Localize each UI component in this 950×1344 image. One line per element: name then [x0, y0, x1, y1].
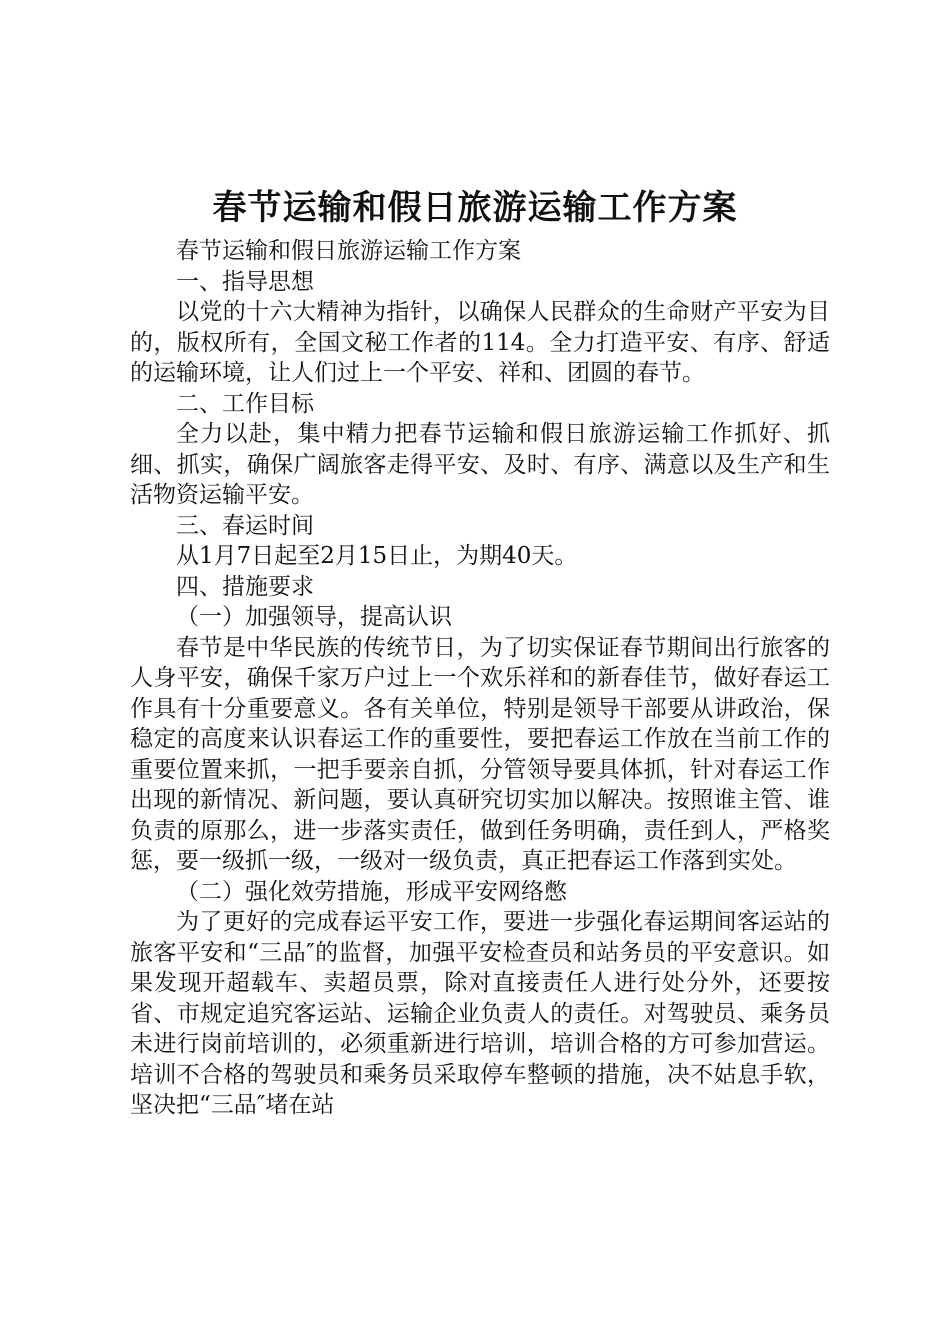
- section-heading-work-goal: 二、工作目标: [176, 390, 314, 417]
- subsection-heading-service-measures: （二）强化效劳措施，形成平安网络憋: [176, 878, 567, 905]
- paragraph-guiding-thought: 以党的十六大精神为指针，以确保人民群众的生命财产平安为目的，版权所有，全国文秘工作者的114。全力打造平安、有序、舒适的运输环境，让人们过上一个平安、祥和、团圆的春节。: [130, 299, 830, 386]
- document-body: [130, 236, 830, 1121]
- paragraph-spring-transport-time: 从1月7日起至2月15日止，为期40天。: [176, 543, 578, 569]
- paragraph-subtitle: 春节运输和假日旅游运输工作方案: [176, 238, 521, 264]
- section-heading-measures: 四、措施要求: [176, 573, 314, 600]
- paragraph-service-measures: 为了更好的完成春运平安工作，要进一步强化春运期间客运站的旅客平安和“三品″的监督，加强平安检查员和站务员的平安意识。如果发现开超载车、卖超员票，除对直接责任人进行处分外，还要按省、市规定追究客运站、运输企业负责人的责任。对驾驶员、乘务员未进行岗前培训的，必须重新进行培训，培训合格的方可参加营运。培训不合格的驾驶员和乘务员采取停车整顿的措施，决不姑息手软，坚决把“三品″堵在站: [130, 909, 830, 1118]
- paragraph-work-goal: 全力以赴，集中精力把春节运输和假日旅游运输工作抓好、抓细、抓实，确保广阔旅客走得平安、及时、有序、满意以及生产和生活物资运输平安。: [130, 421, 830, 508]
- section-heading-guiding-thought: 一、指导思想: [176, 268, 314, 295]
- subsection-heading-leadership: （一）加强领导，提高认识: [176, 604, 452, 630]
- document-title: 春节运输和假日旅游运输工作方案: [212, 188, 738, 228]
- paragraph-leadership: 春节是中华民族的传统节日，为了切实保证春节期间出行旅客的人身平安，确保千家万户过上一个欢乐祥和的新春佳节，做好春运工作具有十分重要意义。各有关单位，特别是领导干部要从讲政治，保稳定的高度来认识春运工作的重要性，要把春运工作放在当前工作的重要位置来抓，一把手要亲自抓，分管领导要具体抓，针对春运工作出现的新情况、新问题，要认真研究切实加以解决。按照谁主管、谁负责的原那么，进一步落实责任，做到任务明确，责任到人，严格奖惩，要一级抓一级，一级对一级负责，真正把春运工作落到实处。: [130, 634, 830, 874]
- section-heading-spring-transport-time: 三、春运时间: [176, 512, 314, 539]
